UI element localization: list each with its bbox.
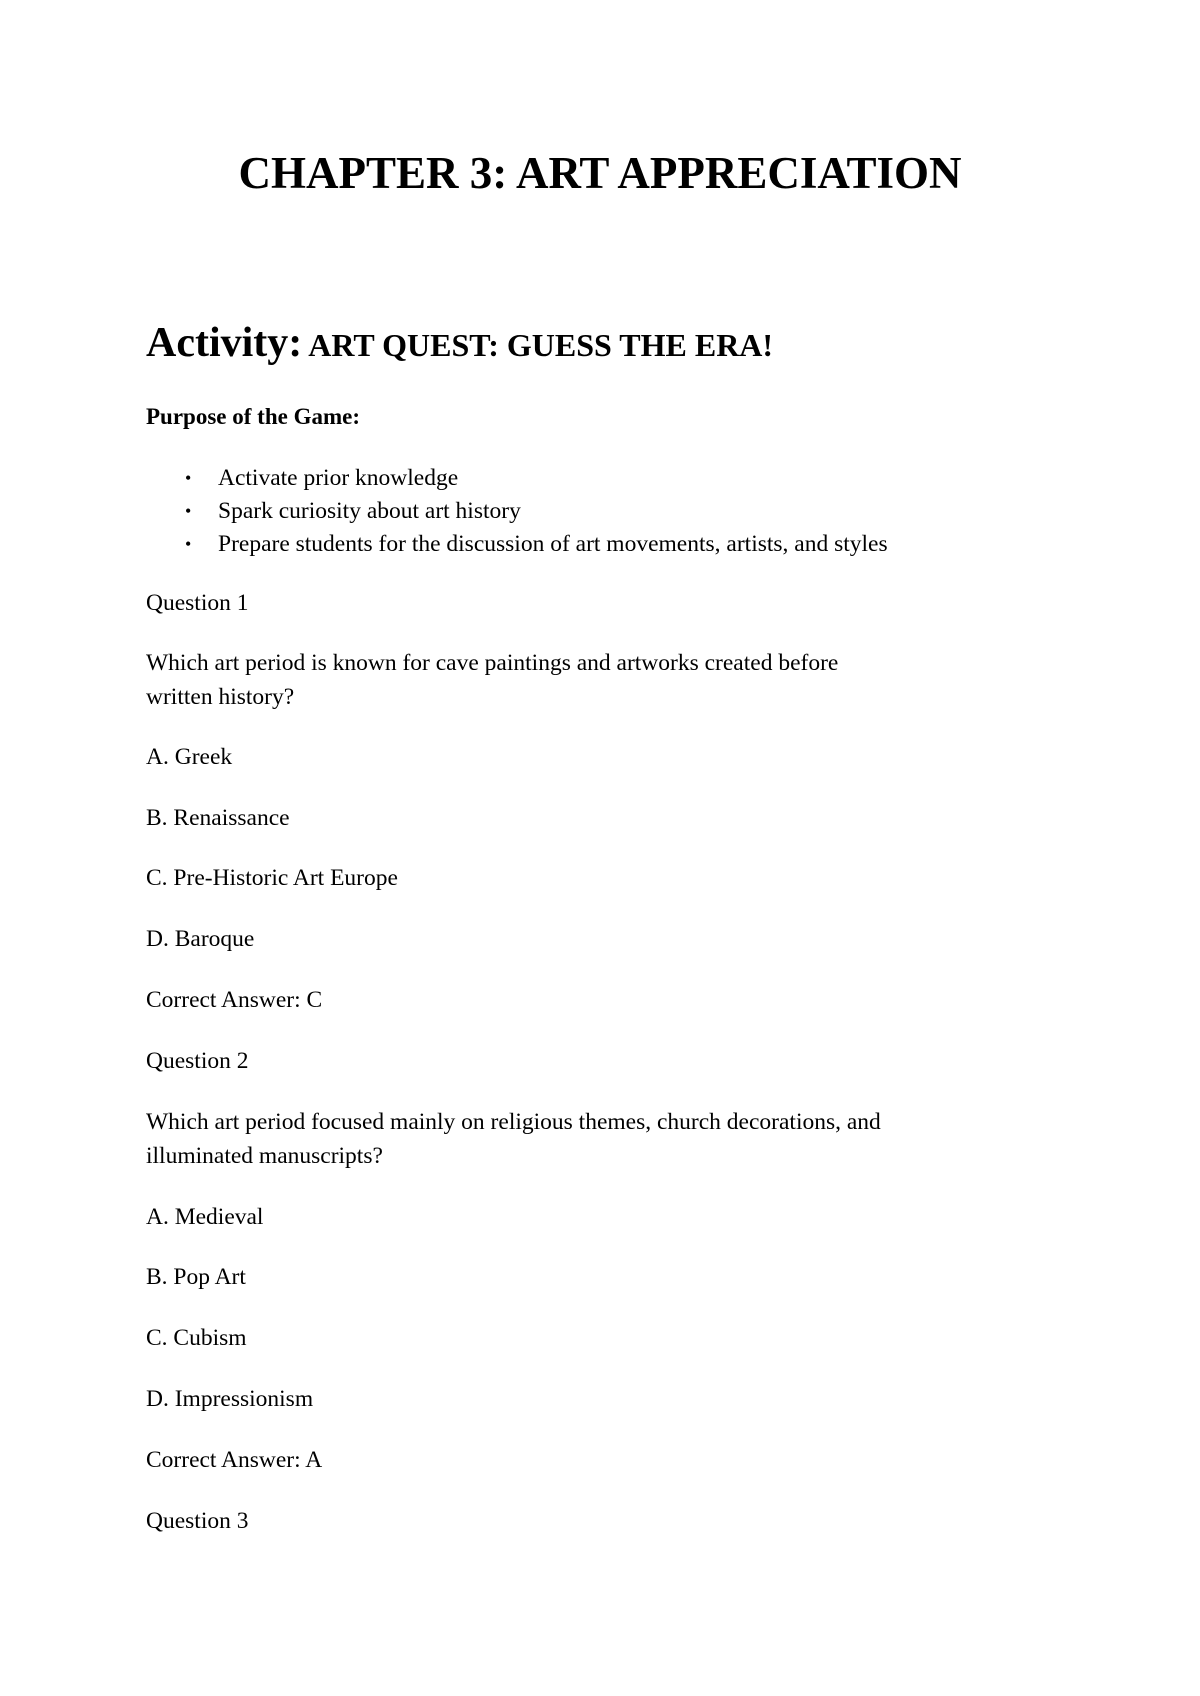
chapter-title: CHAPTER 3: ART APPRECIATION xyxy=(238,148,962,198)
purpose-item xyxy=(146,462,888,495)
purpose-item-text: Prepare students for the discussion of art movements, artists, and styles xyxy=(218,531,888,557)
bullet-icon: • xyxy=(185,534,192,554)
correct-answer: Correct Answer: A xyxy=(146,1447,323,1473)
answer-option: D. Baroque xyxy=(146,926,255,952)
purpose-label: Purpose of the Game: xyxy=(146,404,360,429)
bullet-icon: • xyxy=(185,501,192,521)
purpose-item xyxy=(146,528,888,561)
answer-option: B. Pop Art xyxy=(146,1264,246,1290)
answer-option: C. Cubism xyxy=(146,1325,247,1351)
purpose-item xyxy=(146,495,888,528)
answer-option: C. Pre-Historic Art Europe xyxy=(146,865,398,891)
bullet-icon: • xyxy=(185,468,192,488)
question-text-line: Which art period focused mainly on religious themes, church decorations, and xyxy=(146,1109,881,1135)
activity-label: Activity: xyxy=(146,320,303,366)
purpose-item-text: Activate prior knowledge xyxy=(218,465,459,491)
correct-answer: Correct Answer: C xyxy=(146,987,323,1013)
question-label: Question 2 xyxy=(146,1048,249,1074)
question-text-line: illuminated manuscripts? xyxy=(146,1143,383,1169)
answer-option: A. Medieval xyxy=(146,1204,264,1230)
activity-heading xyxy=(146,318,773,368)
activity-name: ART QUEST: GUESS THE ERA! xyxy=(308,327,774,363)
question-text-line: Which art period is known for cave paintings and artworks created before xyxy=(146,650,839,676)
purpose-item-text: Spark curiosity about art history xyxy=(218,498,521,524)
answer-option: A. Greek xyxy=(146,744,233,770)
purpose-list xyxy=(146,462,888,561)
question-label: Question 3 xyxy=(146,1508,249,1534)
question-text-line: written history? xyxy=(146,684,295,710)
answer-option: B. Renaissance xyxy=(146,805,290,831)
answer-option: D. Impressionism xyxy=(146,1386,314,1412)
question-label: Question 1 xyxy=(146,590,249,616)
